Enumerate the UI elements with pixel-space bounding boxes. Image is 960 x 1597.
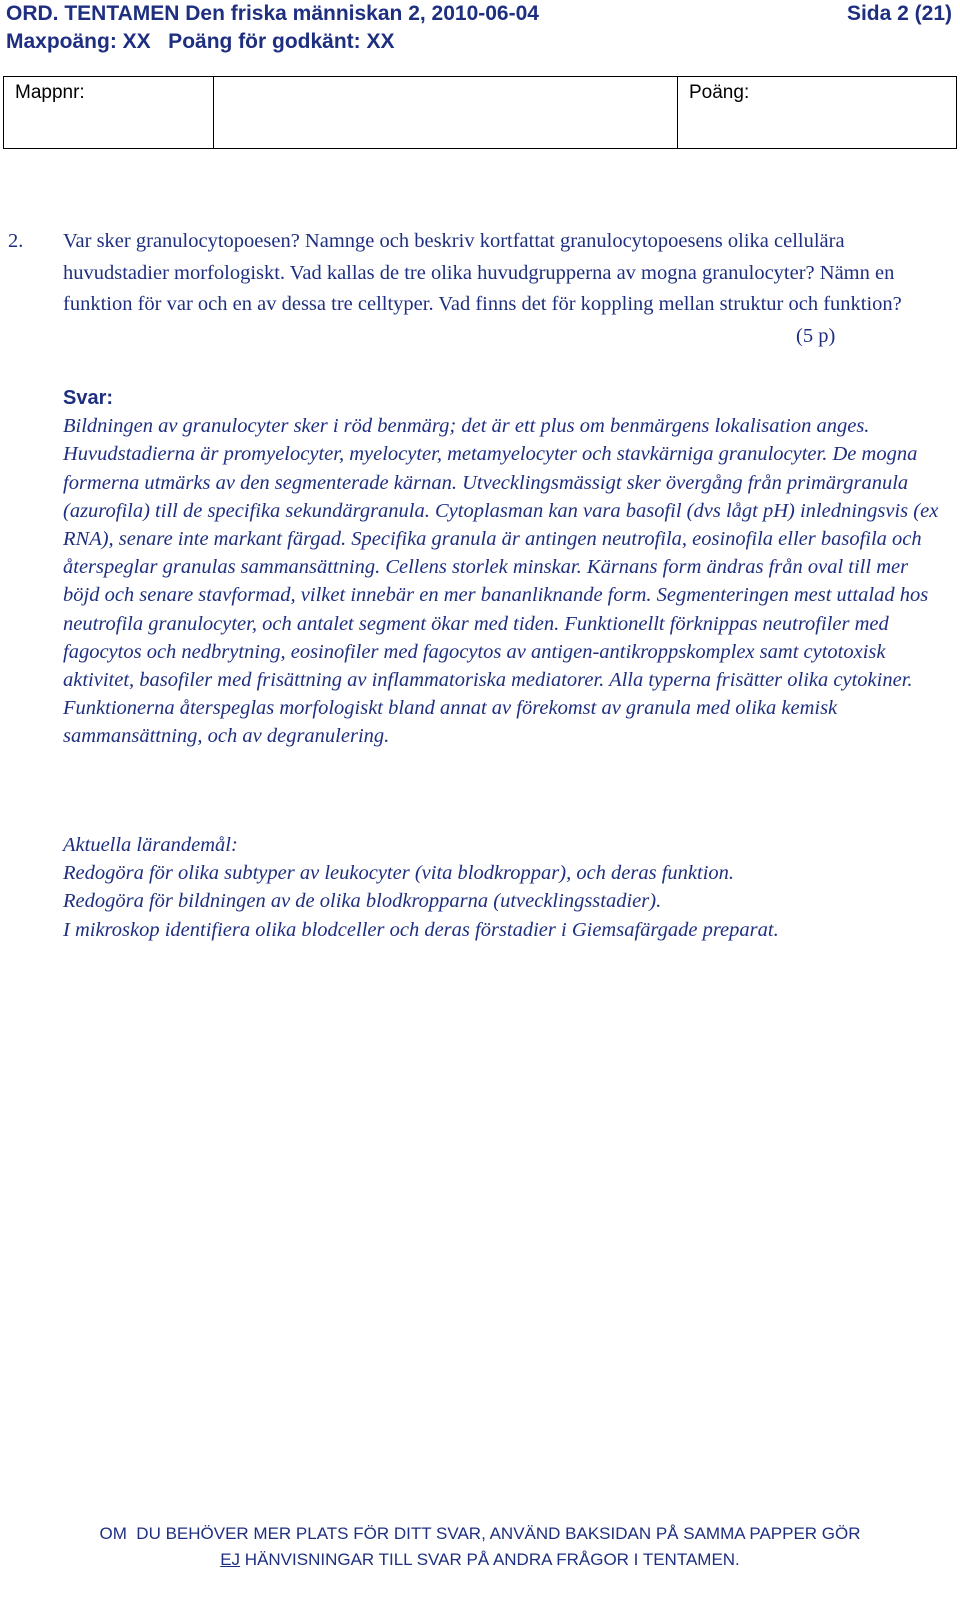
student-info-box (3, 76, 957, 149)
learning-goals-heading: Aktuella lärandemål: (63, 834, 238, 856)
page-number: Sida 2 (21) (846, 2, 952, 25)
learning-goal-item: I mikroskop identifiera olika blodceller och deras förstadier i Giemsafärgade preparat. (63, 918, 779, 941)
exam-title: ORD. TENTAMEN Den friska människan 2, 2010-06-04 (6, 2, 539, 25)
question-points: (5 p) (796, 324, 836, 347)
answer-label: Svar: (63, 387, 114, 409)
poang-label: Poäng: (689, 82, 750, 103)
poang-field[interactable] (678, 77, 956, 148)
footer-line-2-text: HÄNVISNINGAR TILL SVAR PÅ ANDRA FRÅGOR I TENTAMEN. (240, 1550, 740, 1569)
answer-block (63, 384, 943, 751)
mappnr-field[interactable] (4, 77, 214, 148)
answer-text: Bildningen av granulocyter sker i röd benmärg; det är ett plus om benmärgens lokalisation anges. Huvudstadierna är promyelocyter, myelocyter, metamyelocyter och stavkärniga granulocyter. De mogna formerna utmärks av den segmenterade kärnan. Utvecklingsmässigt sker övergång från primärgranula (azurofila) till de specifika sekundärgranula. Cytoplasman kan vara basofil (dvs lågt pH) inledningsvis (ex RNA), senare inte markant färgad. Specifika granula är antingen neutrofila, eosinofila eller basofila och återspeglar granulas sammansättning. Cellens storlek minskar. Kärnans form ändras från oval till mer böjd och senare stavformad, vilket innebär en mer bananliknande form. Segmenteringen mest uttalad hos neutrofila granulocyter, och antalet segment ökar med tiden. Funktionellt förknippas neutrofiler med fagocytos och nedbrytning, eosinofiler med fagocytos av antigen-antikroppskomplex samt cytotoxisk aktivitet, basofiler med frisättning av inflammatoriska mediatorer. Alla typerna frisätter olika cytokiner. Funktionerna återspeglas morfologiskt bland annat av förekomst av granula med olika kemisk sammansättning, och av degranulering. (63, 415, 939, 748)
question-text: Var sker granulocytopoesen? Namnge och beskriv kortfattat granulocytopoesens olika cellulära huvudstadier morfologiskt. Vad kallas de tre olika huvudgrupperna av mogna granulocyter? Nämn en funktion för var och en av dessa tre celltyper. Vad finns det för koppling mellan struktur och funktion? (63, 230, 902, 315)
question-block (8, 226, 938, 347)
footer-line-1: OM DU BEHÖVER MER PLATS FÖR DITT SVAR, ANVÄND BAKSIDAN PÅ SAMMA PAPPER GÖR (99, 1524, 861, 1543)
footer-line-2 (0, 1547, 960, 1573)
footer-emphasis: EJ (220, 1550, 241, 1569)
page-footer (0, 1521, 960, 1573)
blank-field (214, 77, 678, 148)
mappnr-label: Mappnr: (15, 82, 85, 103)
learning-goal-item: Redogöra för olika subtyper av leukocyter (vita blodkroppar), och deras funktion. (63, 862, 735, 885)
learning-goals (63, 831, 943, 944)
learning-goal-item: Redogöra för bildningen av de olika blodkropparna (utvecklingsstadier). (63, 890, 662, 913)
question-number: 2. (8, 230, 24, 252)
points-info: Maxpoäng: XX Poäng för godkänt: XX (6, 30, 395, 53)
